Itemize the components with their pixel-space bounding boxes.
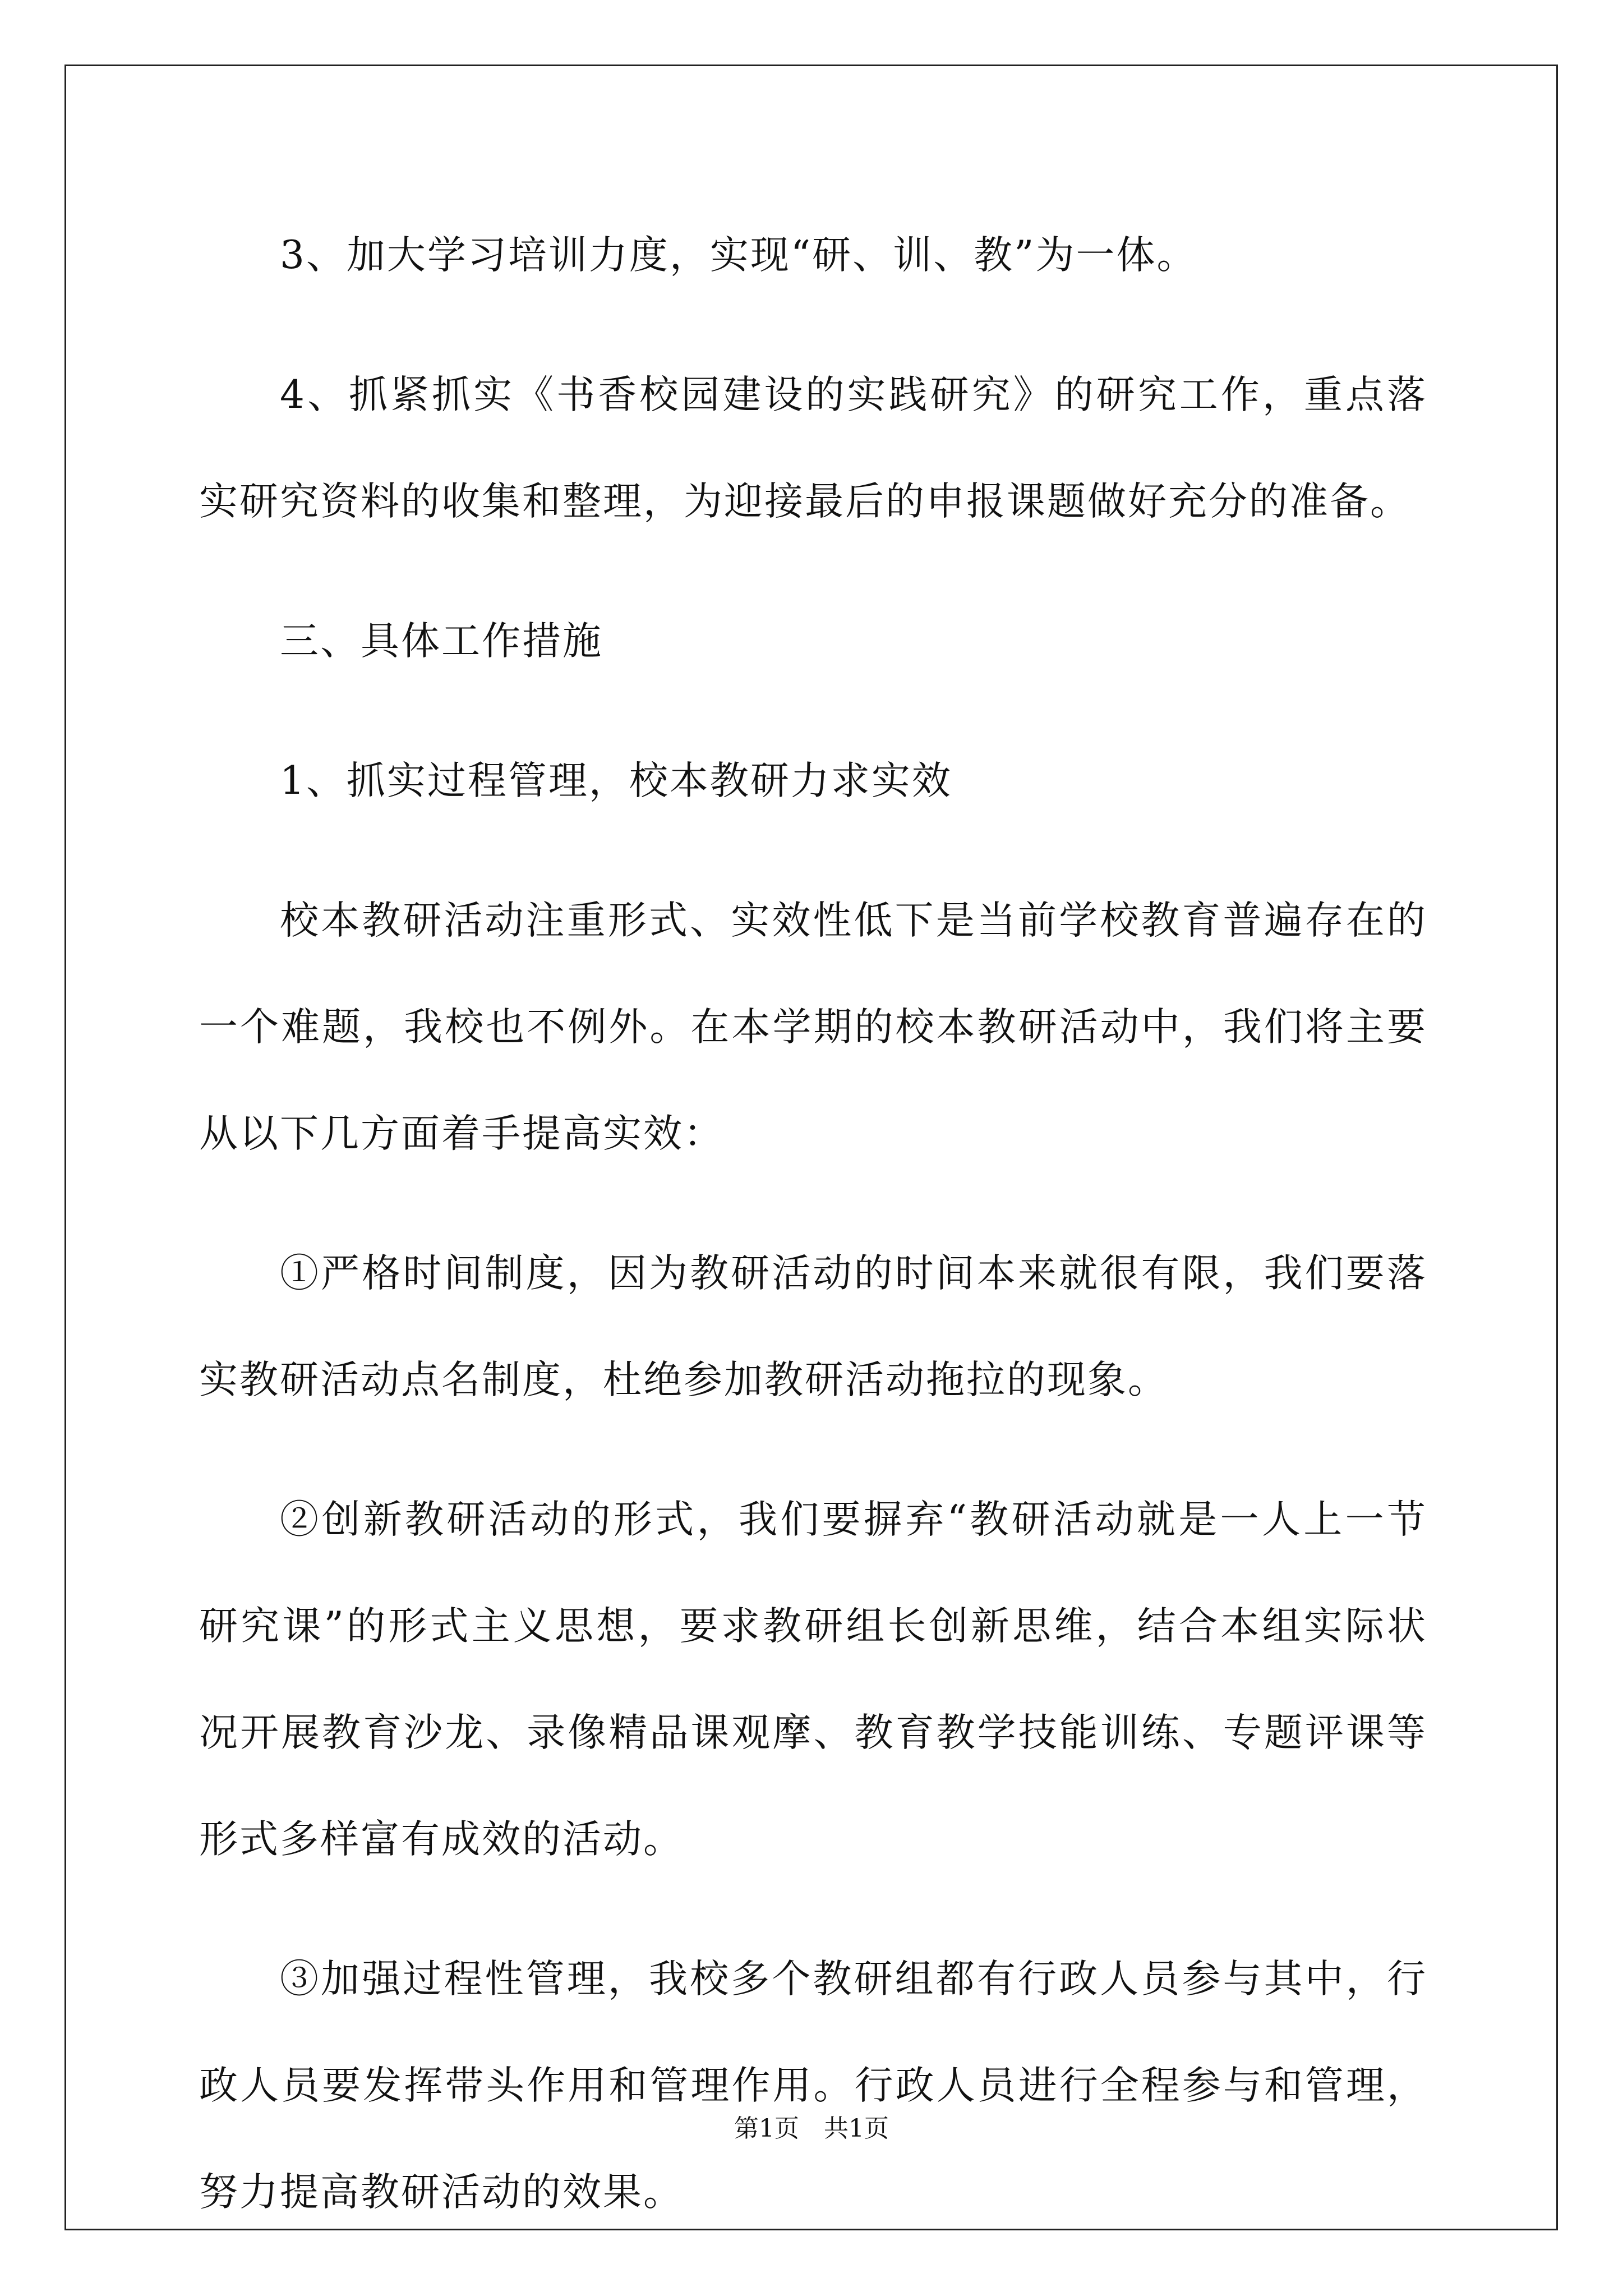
paragraph-item: ②创新教研活动的形式，我们要摒弃“教研活动就是一人上一节研究课”的形式主义思想，要求教研组长创新思维，结合本组实际状况开展教育沙龙、录像精品课观摩、教育教学技能训练、专题评课等形式多样富有成效的活动。 (199, 1497, 1427, 1862)
paragraph-item: ③加强过程性管理，我校多个教研组都有行政人员参与其中，行政人员要发挥带头作用和管理作用。行政人员进行全程参与和管理，努力提高教研活动的效果。 (199, 1957, 1427, 2215)
paragraph-item: ①严格时间制度，因为教研活动的时间本来就很有限，我们要落实教研活动点名制度，杜绝参加教研活动拖拉的现象。 (199, 1251, 1427, 1402)
document-body (199, 202, 1427, 2279)
paragraph-item: 校本教研活动注重形式、实效性低下是当前学校教育普遍存在的一个难题，我校也不例外。在本学期的校本教研活动中，我们将主要从以下几方面着手提高实效： (199, 898, 1427, 1156)
subsection-heading: 1、抓实过程管理，校本教研力求实效 (280, 758, 952, 803)
paragraph-item: 3、加大学习培训力度，实现“研、训、教”为一体。 (280, 233, 1197, 278)
section-heading: 三、具体工作措施 (280, 619, 603, 664)
paragraph-item: 4、抓紧抓实《书香校园建设的实践研究》的研究工作，重点落实研究资料的收集和整理，为迎接最后的申报课题做好充分的准备。 (199, 372, 1427, 524)
page-number-footer: 第1页 共1页 (734, 2114, 889, 2143)
